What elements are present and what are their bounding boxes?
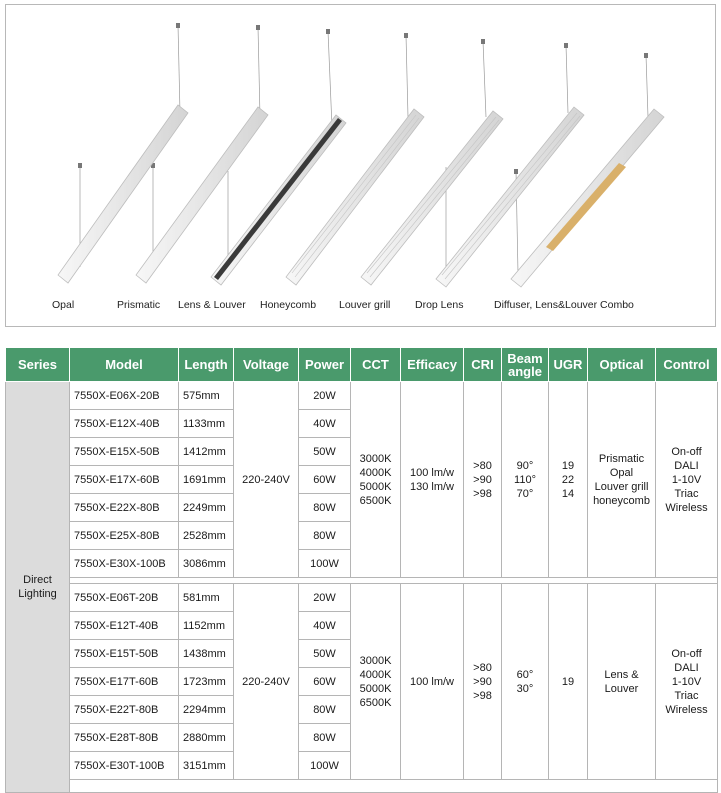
ugr-line: 14: [561, 487, 575, 500]
table-row: [6, 382, 718, 410]
cri-line: >90: [473, 473, 492, 486]
control-line: Triac: [674, 487, 699, 500]
cri-line: >98: [473, 689, 492, 702]
power-cell: 40W: [299, 410, 351, 438]
product-figure: [5, 4, 716, 327]
header-length: Length: [179, 348, 234, 382]
cct-line: 5000K: [359, 682, 392, 695]
ugr-line: 19: [561, 459, 575, 472]
cct-line: 4000K: [359, 466, 392, 479]
power-cell: 20W: [299, 382, 351, 410]
model-cell: 7550X-E17T-60B: [70, 668, 179, 696]
length-cell: 3151mm: [179, 752, 234, 780]
model-cell: 7550X-E15X-50B: [70, 438, 179, 466]
model-cell: 7550X-E25X-80B: [70, 522, 179, 550]
table-row: [6, 584, 718, 612]
cct-cell: [351, 584, 401, 780]
header-power: Power: [299, 348, 351, 382]
power-cell: 60W: [299, 668, 351, 696]
model-cell: 7550X-E06X-20B: [70, 382, 179, 410]
caption-opal: Opal: [52, 299, 75, 311]
control-line: Triac: [674, 689, 699, 702]
ugr-line: 22: [561, 473, 575, 486]
efficacy-cell: [401, 584, 464, 780]
power-cell: 50W: [299, 438, 351, 466]
model-cell: 7550X-E22T-80B: [70, 696, 179, 724]
length-cell: 1152mm: [179, 612, 234, 640]
cri-line: >80: [473, 459, 492, 472]
efficacy-line: 130 lm/w: [409, 480, 455, 493]
model-cell: 7550X-E28T-80B: [70, 724, 179, 752]
optical-line: Louver grill: [594, 480, 649, 493]
power-cell: 60W: [299, 466, 351, 494]
control-line: DALI: [674, 661, 699, 674]
power-cell: 80W: [299, 522, 351, 550]
control-line: 1-10V: [671, 473, 702, 486]
model-cell: 7550X-E30T-100B: [70, 752, 179, 780]
group-divider: [6, 780, 718, 793]
length-cell: 575mm: [179, 382, 234, 410]
cct-line: 3000K: [359, 654, 392, 667]
control-line: On-off: [671, 647, 702, 660]
header-cri: CRI: [464, 348, 502, 382]
caption-louver-grill: Louver grill: [339, 299, 391, 311]
group-divider-cell: [70, 780, 718, 793]
series-name-line: Direct: [23, 574, 52, 586]
cri-cell: [464, 382, 502, 578]
efficacy-cell: [401, 382, 464, 578]
power-cell: 80W: [299, 724, 351, 752]
model-cell: 7550X-E22X-80B: [70, 494, 179, 522]
power-cell: 100W: [299, 550, 351, 578]
series-name-line: Lighting: [18, 588, 57, 600]
model-cell: 7550X-E12X-40B: [70, 410, 179, 438]
header-cct: CCT: [351, 348, 401, 382]
header-ugr: UGR: [549, 348, 588, 382]
optical-cell: [588, 584, 656, 780]
power-cell: 100W: [299, 752, 351, 780]
optical-cell: [588, 382, 656, 578]
model-cell: 7550X-E12T-40B: [70, 612, 179, 640]
optical-line: Lens &: [604, 668, 639, 681]
optical-line: honeycomb: [593, 494, 650, 507]
control-line: 1-10V: [671, 675, 702, 688]
model-cell: 7550X-E30X-100B: [70, 550, 179, 578]
cct-cell: [351, 382, 401, 578]
cct-line: 6500K: [359, 696, 392, 709]
length-cell: 2249mm: [179, 494, 234, 522]
header-model: Model: [70, 348, 179, 382]
ugr-line: 19: [561, 675, 575, 688]
spec-table-body: [6, 382, 718, 793]
control-cell: [656, 382, 718, 578]
power-cell: 40W: [299, 612, 351, 640]
power-cell: 50W: [299, 640, 351, 668]
cri-line: >98: [473, 487, 492, 500]
series-cell: [6, 382, 70, 793]
length-cell: 2528mm: [179, 522, 234, 550]
optical-line: Prismatic: [598, 452, 645, 465]
beam-line: 90°: [516, 459, 534, 472]
length-cell: 1723mm: [179, 668, 234, 696]
header-beam-line2: angle: [508, 363, 542, 379]
ugr-cell: [549, 382, 588, 578]
length-cell: 1133mm: [179, 410, 234, 438]
efficacy-line: 100 lm/w: [409, 675, 455, 688]
beam-line: 60°: [516, 668, 534, 681]
header-efficacy: Efficacy: [401, 348, 464, 382]
caption-lens-louver: Lens & Louver: [178, 299, 246, 311]
cri-line: >80: [473, 661, 492, 674]
length-cell: 1691mm: [179, 466, 234, 494]
length-cell: 3086mm: [179, 550, 234, 578]
cct-line: 4000K: [359, 668, 392, 681]
header-voltage: Voltage: [234, 348, 299, 382]
power-cell: 80W: [299, 494, 351, 522]
efficacy-line: 100 lm/w: [409, 466, 455, 479]
optical-line: Opal: [609, 466, 634, 479]
control-line: Wireless: [665, 501, 708, 514]
header-beam-line1: Beam: [507, 350, 543, 366]
voltage-cell: 220-240V: [234, 584, 299, 780]
cct-line: 5000K: [359, 480, 392, 493]
caption-honeycomb: Honeycomb: [260, 299, 317, 311]
caption-drop-lens: Drop Lens: [415, 299, 464, 311]
header-beam-angle: [502, 348, 549, 382]
power-cell: 80W: [299, 696, 351, 724]
header-control: Control: [656, 348, 718, 382]
header-optical: Optical: [588, 348, 656, 382]
beam-line: 30°: [516, 682, 534, 695]
optical-line: Louver: [604, 682, 639, 695]
cct-line: 3000K: [359, 452, 392, 465]
cct-line: 6500K: [359, 494, 392, 507]
beam-line: 70°: [516, 487, 534, 500]
ugr-cell: [549, 584, 588, 780]
length-cell: 2880mm: [179, 724, 234, 752]
cri-cell: [464, 584, 502, 780]
pendant-luminaires-illustration: [6, 5, 716, 327]
length-cell: 2294mm: [179, 696, 234, 724]
caption-combo: Diffuser, Lens&Louver Combo: [494, 299, 634, 311]
length-cell: 1438mm: [179, 640, 234, 668]
beam-cell: [502, 584, 549, 780]
voltage-cell: 220-240V: [234, 382, 299, 578]
power-cell: 20W: [299, 584, 351, 612]
length-cell: 1412mm: [179, 438, 234, 466]
beam-line: 110°: [514, 473, 536, 486]
cri-line: >90: [473, 675, 492, 688]
control-line: On-off: [671, 445, 702, 458]
model-cell: 7550X-E15T-50B: [70, 640, 179, 668]
control-cell: [656, 584, 718, 780]
header-series: Series: [6, 348, 70, 382]
control-line: DALI: [674, 459, 699, 472]
header-row: [6, 348, 718, 382]
control-line: Wireless: [665, 703, 708, 716]
model-cell: 7550X-E06T-20B: [70, 584, 179, 612]
length-cell: 581mm: [179, 584, 234, 612]
caption-prismatic: Prismatic: [117, 299, 161, 311]
beam-cell: [502, 382, 549, 578]
model-cell: 7550X-E17X-60B: [70, 466, 179, 494]
spec-table: [5, 347, 718, 793]
